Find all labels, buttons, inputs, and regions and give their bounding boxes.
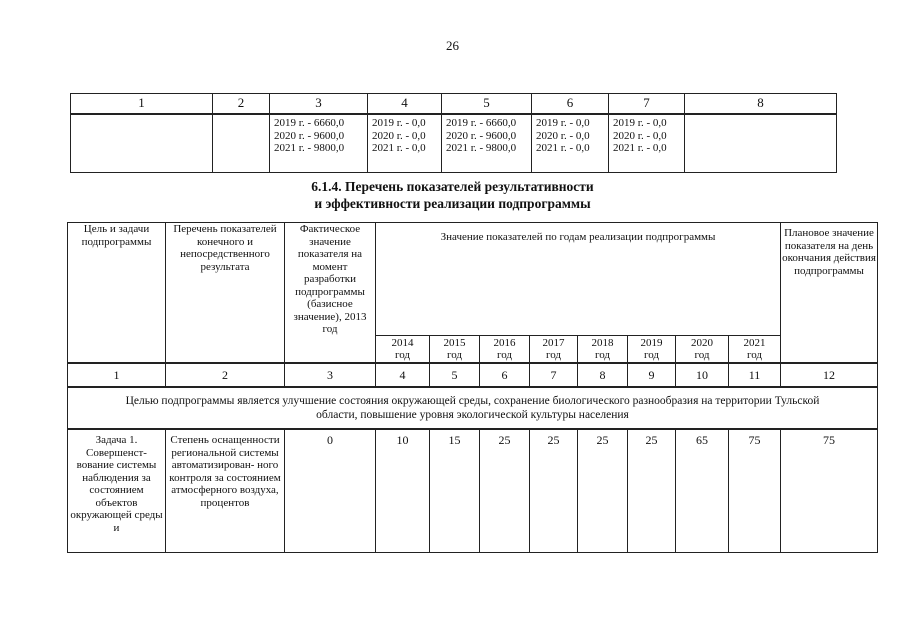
budget-cell [368,114,442,173]
budget-col-header: 3 [270,94,368,115]
column-number: 2 [166,363,285,387]
year-unit: год [446,349,463,361]
budget-cell [685,114,837,173]
column-number: 5 [430,363,480,387]
year-2014 [376,336,430,364]
year-2015 [430,336,480,364]
funding-line: 2019 г. - 6660,0 [274,117,345,129]
year-unit: год [545,349,562,361]
funding-line: 2019 г. - 0,0 [613,117,667,129]
value-2014: 10 [376,429,430,553]
funding-line: 2020 г. - 0,0 [372,129,426,142]
budget-col-header: 8 [685,94,837,115]
budget-col-header: 1 [71,94,213,115]
year-label: 2020 [691,336,713,349]
budget-cell [270,114,368,173]
funding-line: 2021 г. - 9800,0 [446,142,517,154]
budget-col-header: 6 [532,94,609,115]
funding-line: 2019 г. - 6660,0 [446,117,517,129]
year-label: 2019 [640,336,663,349]
column-number: 12 [781,363,878,387]
column-number: 7 [530,363,578,387]
funding-line: 2019 г. - 0,0 [536,117,590,129]
year-label: 2021 [743,336,766,349]
column-number: 9 [628,363,676,387]
column-number: 3 [285,363,376,387]
header-goal: Цель и задачи подпрограммы [68,223,166,364]
column-number: 11 [729,363,781,387]
goal-row [68,387,878,429]
indicator-cell: Степень оснащенности региональной системы автоматизирован- ного контроля за состоянием атмосферного воздуха, процентов [166,429,285,553]
header-base-value: Фактическое значение показателя на момент разработки подпрограммы (базисное значение), 2013 год [285,223,376,364]
year-label: 2016 [493,336,516,349]
year-unit: год [394,349,411,361]
budget-cell [532,114,609,173]
year-unit: год [496,349,513,361]
year-2020 [676,336,729,364]
year-2016 [480,336,530,364]
funding-line: 2020 г. - 9600,0 [274,129,345,142]
year-label: 2015 [443,336,466,349]
indicators-header-row [68,223,878,336]
budget-cell [213,114,270,173]
section-heading-line1: 6.1.4. Перечень показателей результативности [311,179,594,194]
column-numbers-row [68,363,878,387]
year-unit: год [746,349,763,361]
column-number: 8 [578,363,628,387]
year-unit: год [594,349,611,361]
value-2016: 25 [480,429,530,553]
funding-line: 2021 г. - 0,0 [372,142,426,154]
section-heading [0,178,905,212]
section-heading-line2: и эффективности реализации подпрограммы [314,196,591,211]
value-2015: 15 [430,429,480,553]
column-number: 6 [480,363,530,387]
value-2019: 25 [628,429,676,553]
year-2018 [578,336,628,364]
indicator-row [68,429,878,553]
budget-cell [609,114,685,173]
year-label: 2017 [542,336,565,349]
year-label: 2018 [591,336,614,349]
year-2019 [628,336,676,364]
funding-line: 2020 г. - 9600,0 [446,129,517,142]
funding-line: 2020 г. - 0,0 [536,129,590,142]
header-yearly-values: Значение показателей по годам реализации подпрограммы [376,223,781,336]
column-number: 1 [68,363,166,387]
value-2018: 25 [578,429,628,553]
base-value-cell: 0 [285,429,376,553]
budget-cell [71,114,213,173]
funding-line: 2021 г. - 0,0 [613,142,667,154]
year-2017 [530,336,578,364]
year-unit: год [694,349,710,361]
indicators-table [67,222,878,553]
budget-col-header: 7 [609,94,685,115]
year-unit: год [643,349,660,361]
funding-line: 2020 г. - 0,0 [613,129,667,142]
budget-table [70,93,837,173]
column-number: 4 [376,363,430,387]
year-2021 [729,336,781,364]
budget-header-row [71,94,837,115]
task-cell: Задача 1. Совершенст- вование системы наблюдения за состоянием объектов окружающей среды и [68,429,166,553]
goal-text: Целью подпрограммы является улучшение состояния окружающей среды, сохранение биологического разнообразия на территории Тульской области, повышение уровня экологической культуры населения [68,387,878,429]
plan-value-cell: 75 [781,429,878,553]
header-plan-value: Плановое значение показателя на день окончания действия подпрограммы [781,223,878,364]
year-label: 2014 [391,336,414,349]
value-2021: 75 [729,429,781,553]
page-number: 26 [446,38,459,53]
budget-col-header: 2 [213,94,270,115]
header-indicators: Перечень показателей конечного и непосредственного результата [166,223,285,364]
funding-line: 2019 г. - 0,0 [372,117,426,129]
budget-col-header: 4 [368,94,442,115]
budget-data-row [71,114,837,173]
value-2017: 25 [530,429,578,553]
budget-cell [442,114,532,173]
budget-col-header: 5 [442,94,532,115]
value-2020: 65 [676,429,729,553]
funding-line: 2021 г. - 9800,0 [274,142,345,154]
funding-line: 2021 г. - 0,0 [536,142,590,154]
column-number: 10 [676,363,729,387]
